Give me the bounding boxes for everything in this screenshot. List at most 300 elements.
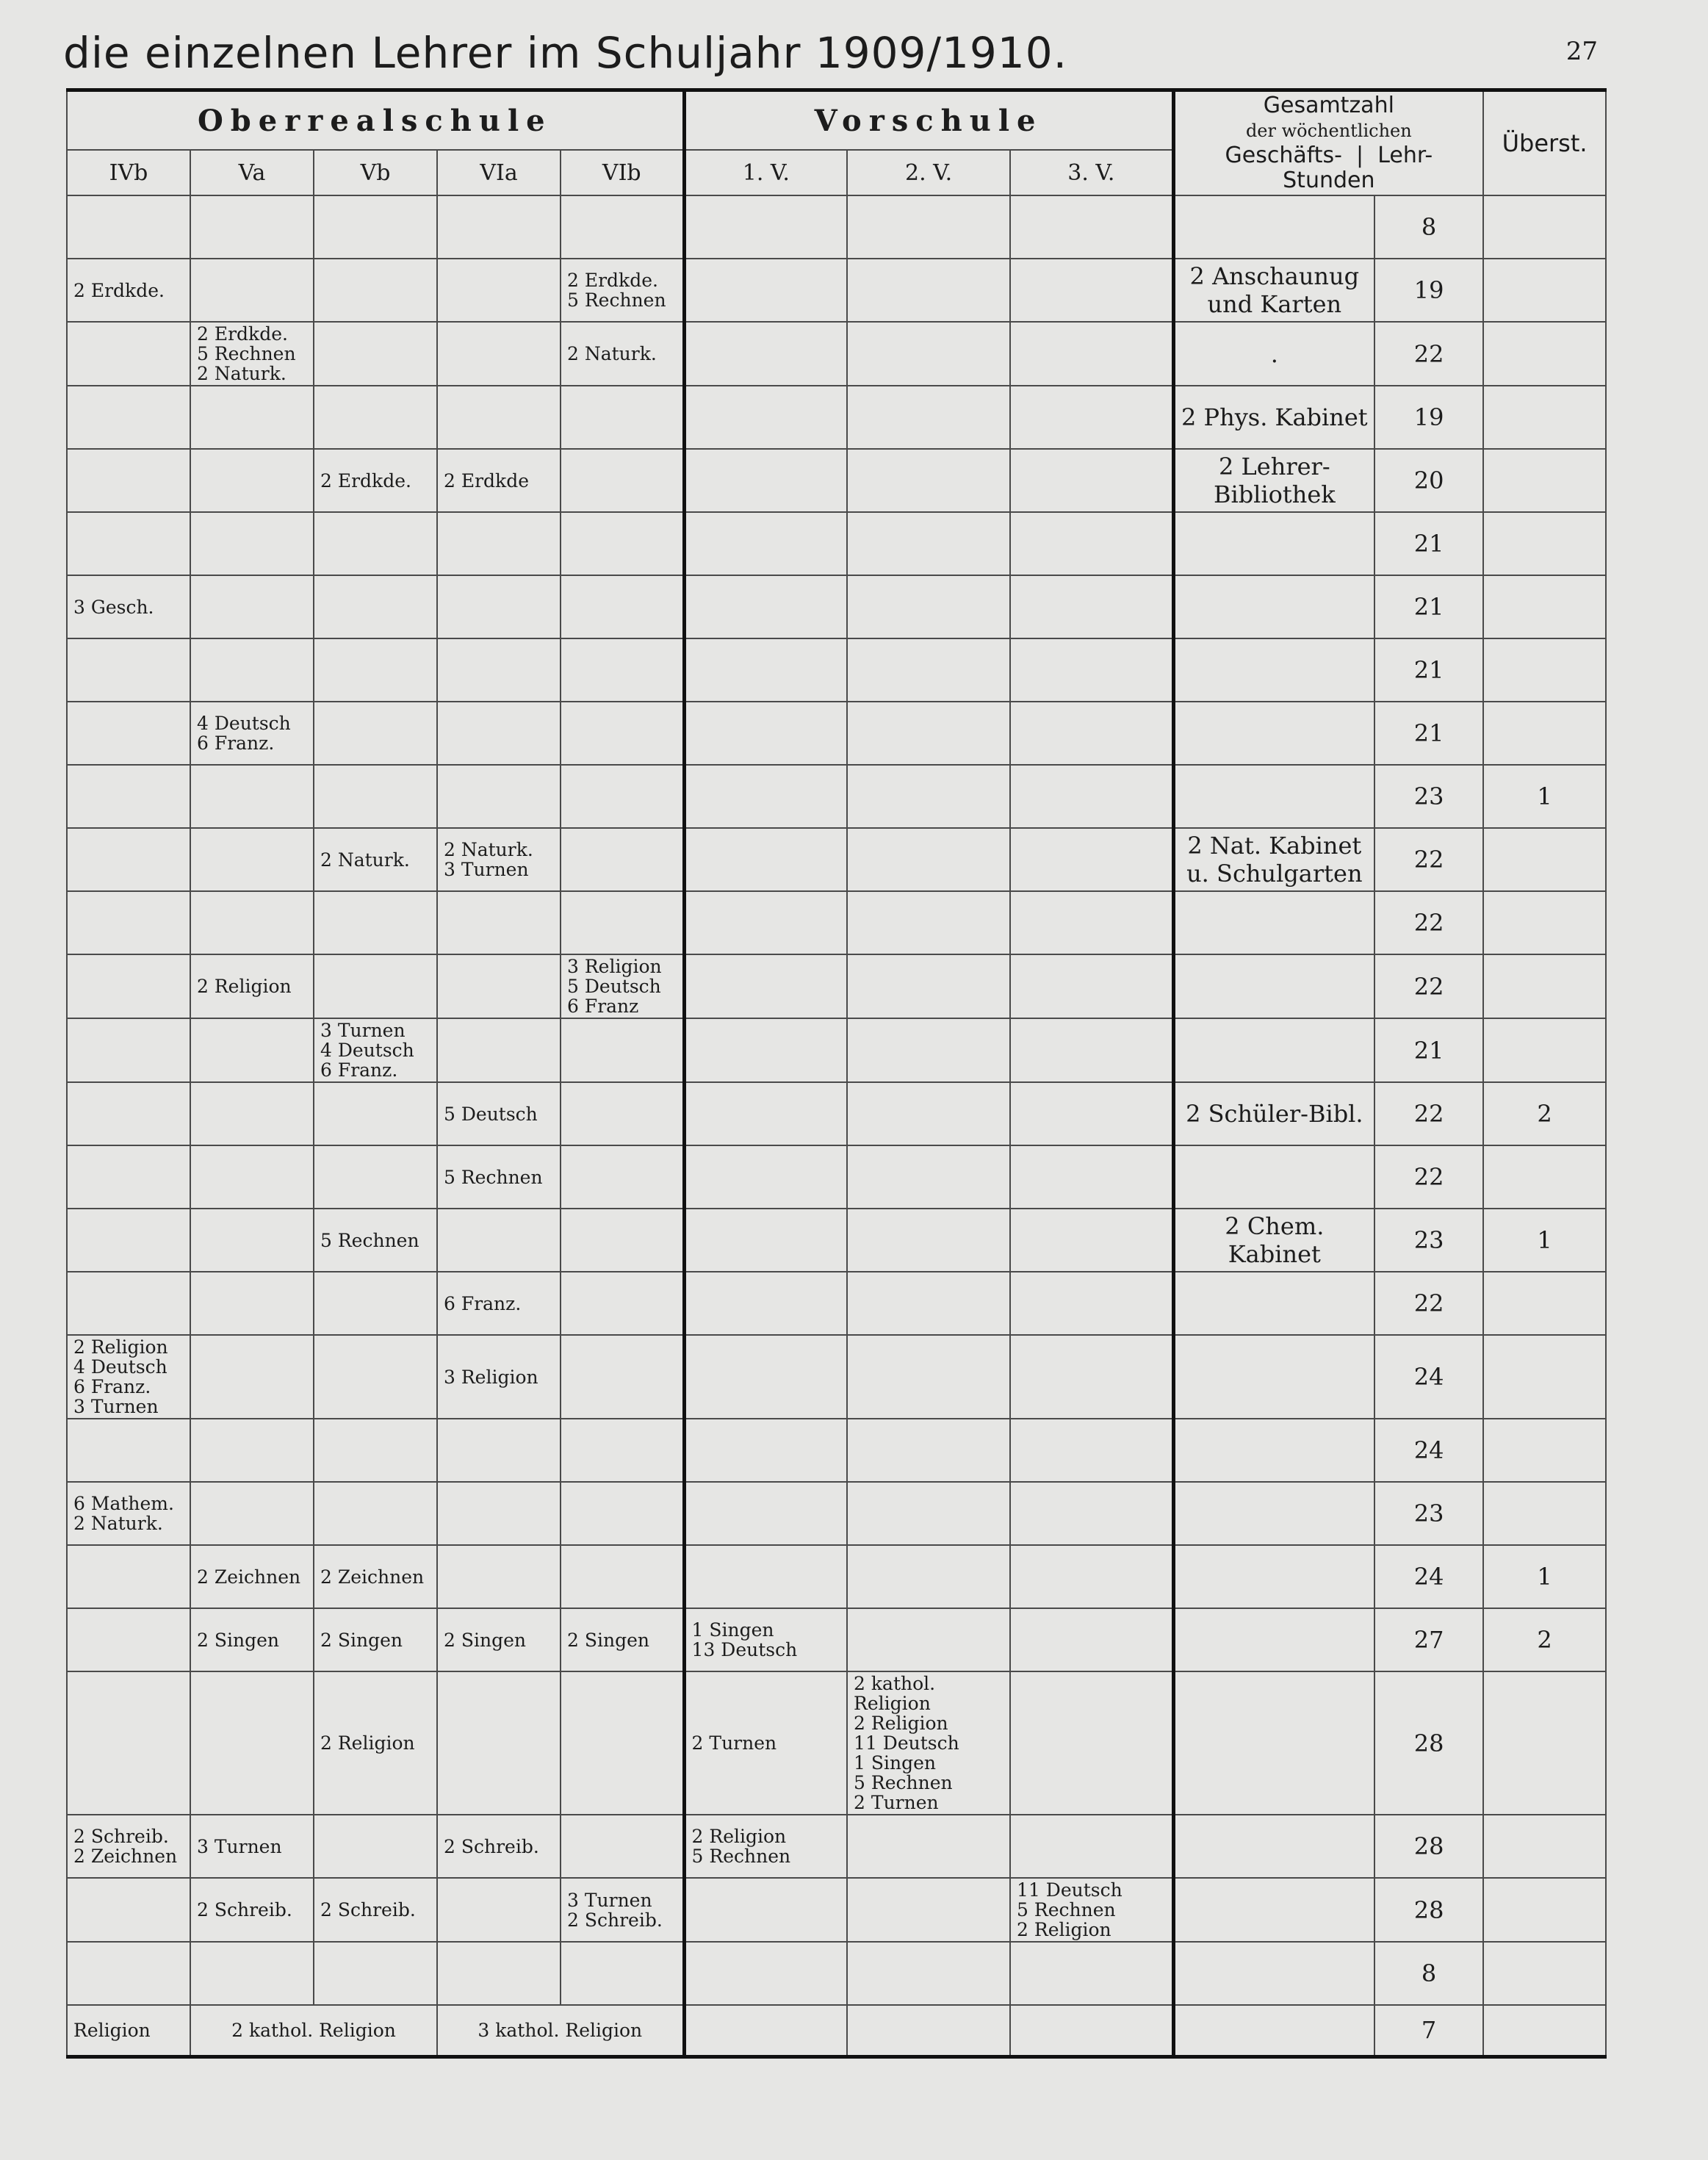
cell-via <box>437 1018 561 1082</box>
cell-geschaefts: 2 Lehrer- Bibliothek <box>1173 449 1374 512</box>
geschaefts-label: Geschäfts- <box>1225 143 1342 168</box>
footer-2v <box>847 2005 1010 2056</box>
cell-ivb <box>67 1671 190 1815</box>
cell-vib <box>561 1482 684 1545</box>
cell-vib <box>561 638 684 702</box>
table-row <box>67 702 1606 765</box>
cell-ueberst <box>1483 1878 1606 1942</box>
cell-3v <box>1010 1209 1173 1272</box>
cell-ivb: 6 Mathem. 2 Naturk. <box>67 1482 190 1545</box>
cell-vb <box>314 1419 437 1482</box>
cell-1v <box>684 322 847 386</box>
cell-geschaefts <box>1173 1942 1374 2005</box>
cell-lehr: 20 <box>1374 449 1483 512</box>
stunden-label: Stunden <box>1283 168 1375 193</box>
cell-va: 3 Turnen <box>190 1815 314 1878</box>
footer-ivb: Religion <box>67 2005 190 2056</box>
cell-vib <box>561 1082 684 1145</box>
footer-3v <box>1010 2005 1173 2056</box>
cell-ueberst <box>1483 954 1606 1018</box>
cell-vib <box>561 1335 684 1419</box>
cell-lehr: 8 <box>1374 1942 1483 2005</box>
cell-ueberst: 2 <box>1483 1082 1606 1145</box>
cell-geschaefts <box>1173 702 1374 765</box>
cell-va <box>190 1335 314 1419</box>
cell-1v <box>684 891 847 954</box>
cell-2v <box>847 765 1010 828</box>
cell-geschaefts <box>1173 1272 1374 1335</box>
cell-2v <box>847 638 1010 702</box>
cell-via <box>437 386 561 449</box>
cell-ueberst: 1 <box>1483 1209 1606 1272</box>
cell-ueberst <box>1483 638 1606 702</box>
cell-1v <box>684 828 847 891</box>
cell-geschaefts <box>1173 1608 1374 1671</box>
table-row <box>67 1815 1606 1878</box>
cell-ivb <box>67 1419 190 1482</box>
footer-geschaefts <box>1173 2005 1374 2056</box>
cell-via <box>437 1545 561 1608</box>
col-1v: 1. V. <box>684 150 847 195</box>
cell-via <box>437 765 561 828</box>
cell-lehr: 21 <box>1374 575 1483 638</box>
cell-3v <box>1010 702 1173 765</box>
cell-ueberst <box>1483 449 1606 512</box>
cell-va: 2 Schreib. <box>190 1878 314 1942</box>
cell-3v <box>1010 765 1173 828</box>
cell-2v <box>847 1082 1010 1145</box>
cell-lehr: 23 <box>1374 1209 1483 1272</box>
cell-via <box>437 702 561 765</box>
cell-vb: 2 Erdkde. <box>314 449 437 512</box>
cell-ivb: 3 Gesch. <box>67 575 190 638</box>
table-row <box>67 1335 1606 1419</box>
cell-2v <box>847 1209 1010 1272</box>
cell-va <box>190 575 314 638</box>
cell-3v <box>1010 575 1173 638</box>
cell-3v <box>1010 512 1173 575</box>
ueberst-header: Überst. <box>1483 90 1606 196</box>
table-row <box>67 259 1606 322</box>
cell-lehr: 28 <box>1374 1878 1483 1942</box>
cell-va: 2 Religion <box>190 954 314 1018</box>
cell-va <box>190 1145 314 1209</box>
cell-3v <box>1010 1018 1173 1082</box>
cell-via <box>437 1482 561 1545</box>
cell-lehr: 19 <box>1374 259 1483 322</box>
col-va: Va <box>190 150 314 195</box>
cell-geschaefts <box>1173 575 1374 638</box>
cell-geschaefts <box>1173 1018 1374 1082</box>
table-row <box>67 1209 1606 1272</box>
cell-vb: 2 Naturk. <box>314 828 437 891</box>
cell-lehr: 19 <box>1374 386 1483 449</box>
cell-vib: 2 Singen <box>561 1608 684 1671</box>
cell-lehr: 24 <box>1374 1335 1483 1419</box>
cell-3v <box>1010 638 1173 702</box>
cell-2v <box>847 828 1010 891</box>
cell-vb <box>314 1145 437 1209</box>
footer-1v <box>684 2005 847 2056</box>
cell-ueberst: 1 <box>1483 765 1606 828</box>
cell-lehr: 22 <box>1374 1272 1483 1335</box>
cell-ivb <box>67 1018 190 1082</box>
cell-vb: 2 Religion <box>314 1671 437 1815</box>
cell-vib <box>561 765 684 828</box>
cell-va <box>190 638 314 702</box>
cell-va <box>190 512 314 575</box>
cell-va <box>190 1419 314 1482</box>
cell-3v <box>1010 954 1173 1018</box>
cell-1v <box>684 638 847 702</box>
lehr-label: Lehr- <box>1377 143 1433 168</box>
cell-via <box>437 1209 561 1272</box>
cell-vb <box>314 1482 437 1545</box>
cell-geschaefts: 2 Nat. Kabinet u. Schulgarten <box>1173 828 1374 891</box>
cell-3v <box>1010 1545 1173 1608</box>
table-row <box>67 512 1606 575</box>
table-row <box>67 1082 1606 1145</box>
cell-geschaefts: 2 Phys. Kabinet <box>1173 386 1374 449</box>
cell-lehr: 28 <box>1374 1815 1483 1878</box>
cell-va <box>190 1018 314 1082</box>
cell-vb <box>314 322 437 386</box>
cell-ivb <box>67 954 190 1018</box>
cell-lehr: 22 <box>1374 891 1483 954</box>
cell-2v <box>847 702 1010 765</box>
cell-2v <box>847 1272 1010 1335</box>
table-row <box>67 1018 1606 1082</box>
cell-1v <box>684 954 847 1018</box>
cell-vb <box>314 1272 437 1335</box>
cell-va <box>190 1082 314 1145</box>
cell-lehr: 21 <box>1374 1018 1483 1082</box>
cell-1v <box>684 1545 847 1608</box>
cell-ueberst <box>1483 259 1606 322</box>
cell-ivb <box>67 1942 190 2005</box>
table-row <box>67 1608 1606 1671</box>
cell-geschaefts <box>1173 512 1374 575</box>
cell-vib <box>561 1545 684 1608</box>
cell-via: 3 Religion <box>437 1335 561 1419</box>
cell-lehr: 8 <box>1374 195 1483 259</box>
cell-geschaefts <box>1173 638 1374 702</box>
cell-ueberst <box>1483 1482 1606 1545</box>
cell-geschaefts: 2 Anschaunug und Karten <box>1173 259 1374 322</box>
cell-vib: 3 Turnen 2 Schreib. <box>561 1878 684 1942</box>
cell-lehr: 21 <box>1374 702 1483 765</box>
cell-va: 2 Zeichnen <box>190 1545 314 1608</box>
footer-via-vib: 3 kathol. Religion <box>437 2005 684 2056</box>
cell-lehr: 23 <box>1374 765 1483 828</box>
cell-2v <box>847 891 1010 954</box>
cell-lehr: 24 <box>1374 1419 1483 1482</box>
cell-ueberst <box>1483 575 1606 638</box>
cell-1v <box>684 1272 847 1335</box>
cell-geschaefts <box>1173 1671 1374 1815</box>
cell-va <box>190 1942 314 2005</box>
table-row <box>67 195 1606 259</box>
cell-via: 2 Naturk. 3 Turnen <box>437 828 561 891</box>
cell-geschaefts <box>1173 954 1374 1018</box>
cell-vib <box>561 386 684 449</box>
footer-ueberst <box>1483 2005 1606 2056</box>
col-2v: 2. V. <box>847 150 1010 195</box>
table-row <box>67 449 1606 512</box>
table-row <box>67 891 1606 954</box>
table-row <box>67 1272 1606 1335</box>
cell-lehr: 23 <box>1374 1482 1483 1545</box>
cell-va <box>190 449 314 512</box>
cell-2v <box>847 1878 1010 1942</box>
cell-ivb <box>67 702 190 765</box>
cell-1v <box>684 1419 847 1482</box>
cell-ivb <box>67 512 190 575</box>
cell-ivb <box>67 449 190 512</box>
cell-3v <box>1010 322 1173 386</box>
cell-vib <box>561 1419 684 1482</box>
table-row <box>67 386 1606 449</box>
cell-2v <box>847 1815 1010 1878</box>
cell-geschaefts <box>1173 891 1374 954</box>
cell-ivb <box>67 1608 190 1671</box>
cell-2v <box>847 195 1010 259</box>
cell-3v <box>1010 386 1173 449</box>
cell-ueberst <box>1483 1419 1606 1482</box>
cell-ueberst <box>1483 512 1606 575</box>
table-row <box>67 1419 1606 1482</box>
cell-vb <box>314 259 437 322</box>
cell-3v <box>1010 891 1173 954</box>
cell-via <box>437 259 561 322</box>
cell-1v <box>684 386 847 449</box>
cell-vb <box>314 1335 437 1419</box>
cell-3v <box>1010 1815 1173 1878</box>
cell-1v <box>684 1335 847 1419</box>
cell-ivb <box>67 1145 190 1209</box>
cell-1v <box>684 575 847 638</box>
cell-vb <box>314 1815 437 1878</box>
cell-geschaefts <box>1173 1482 1374 1545</box>
gesamtzahl-label: Gesamtzahl <box>1263 93 1394 118</box>
cell-3v: 11 Deutsch 5 Rechnen 2 Religion <box>1010 1878 1173 1942</box>
cell-ueberst <box>1483 1942 1606 2005</box>
group-vorschule: Vorschule <box>684 90 1173 151</box>
cell-ueberst <box>1483 195 1606 259</box>
schedule-table-wrap <box>66 88 1605 2059</box>
cell-vib: 2 Erdkde. 5 Rechnen <box>561 259 684 322</box>
cell-2v <box>847 449 1010 512</box>
cell-2v <box>847 1145 1010 1209</box>
group-oberrealschule: Oberrealschule <box>67 90 684 151</box>
cell-ivb <box>67 891 190 954</box>
cell-1v: 1 Singen 13 Deutsch <box>684 1608 847 1671</box>
cell-va: 2 Erdkde. 5 Rechnen 2 Naturk. <box>190 322 314 386</box>
cell-ivb <box>67 765 190 828</box>
table-row <box>67 765 1606 828</box>
cell-vib <box>561 512 684 575</box>
cell-3v <box>1010 1942 1173 2005</box>
cell-va <box>190 828 314 891</box>
col-vib: VIb <box>561 150 684 195</box>
cell-2v <box>847 1942 1010 2005</box>
cell-vb: 3 Turnen 4 Deutsch 6 Franz. <box>314 1018 437 1082</box>
cell-vib <box>561 1209 684 1272</box>
cell-1v <box>684 765 847 828</box>
cell-ueberst: 1 <box>1483 1545 1606 1608</box>
cell-vib: 3 Religion 5 Deutsch 6 Franz <box>561 954 684 1018</box>
cell-va <box>190 259 314 322</box>
cell-2v: 2 kathol. Religion 2 Religion 11 Deutsch 1 Singen 5 Rechnen 2 Turnen <box>847 1671 1010 1815</box>
footer-row <box>67 2005 1606 2056</box>
gesamtzahl-sub: der wöchentlichen <box>1245 120 1412 141</box>
cell-ueberst <box>1483 828 1606 891</box>
cell-1v <box>684 702 847 765</box>
cell-ueberst <box>1483 1671 1606 1815</box>
cell-ueberst <box>1483 1018 1606 1082</box>
cell-2v <box>847 386 1010 449</box>
cell-via <box>437 1419 561 1482</box>
cell-ueberst <box>1483 386 1606 449</box>
schedule-body <box>67 195 1606 2005</box>
cell-va <box>190 1671 314 1815</box>
cell-geschaefts <box>1173 1335 1374 1419</box>
cell-vb: 2 Singen <box>314 1608 437 1671</box>
table-row <box>67 638 1606 702</box>
cell-vb: 2 Schreib. <box>314 1878 437 1942</box>
col-ivb: IVb <box>67 150 190 195</box>
cell-1v <box>684 1942 847 2005</box>
cell-via <box>437 954 561 1018</box>
col-via: VIa <box>437 150 561 195</box>
cell-via: 5 Deutsch <box>437 1082 561 1145</box>
page-number: 27 <box>1565 37 1598 66</box>
cell-vib <box>561 702 684 765</box>
cell-vb <box>314 702 437 765</box>
cell-2v <box>847 954 1010 1018</box>
cell-via <box>437 322 561 386</box>
cell-lehr: 22 <box>1374 954 1483 1018</box>
cell-lehr: 22 <box>1374 1145 1483 1209</box>
cell-vib <box>561 449 684 512</box>
cell-via <box>437 195 561 259</box>
cell-vb <box>314 954 437 1018</box>
table-row <box>67 1942 1606 2005</box>
cell-vib <box>561 1145 684 1209</box>
cell-vb <box>314 765 437 828</box>
cell-3v <box>1010 1482 1173 1545</box>
cell-2v <box>847 1335 1010 1419</box>
cell-ivb <box>67 1082 190 1145</box>
cell-vb <box>314 891 437 954</box>
cell-2v <box>847 575 1010 638</box>
cell-vb <box>314 638 437 702</box>
cell-2v <box>847 1018 1010 1082</box>
cell-vb <box>314 1942 437 2005</box>
table-row <box>67 1145 1606 1209</box>
cell-vb <box>314 1082 437 1145</box>
cell-1v <box>684 512 847 575</box>
cell-lehr: 27 <box>1374 1608 1483 1671</box>
cell-vib <box>561 1272 684 1335</box>
cell-2v <box>847 1608 1010 1671</box>
table-row <box>67 322 1606 386</box>
gesamtzahl-header <box>1173 90 1483 196</box>
cell-geschaefts: 2 Schüler-Bibl. <box>1173 1082 1374 1145</box>
cell-vb <box>314 575 437 638</box>
cell-3v <box>1010 1671 1173 1815</box>
cell-via <box>437 1671 561 1815</box>
cell-ivb <box>67 1878 190 1942</box>
cell-lehr: 21 <box>1374 512 1483 575</box>
cell-ueberst <box>1483 1335 1606 1419</box>
cell-via <box>437 638 561 702</box>
cell-vib <box>561 891 684 954</box>
cell-va <box>190 765 314 828</box>
cell-ivb <box>67 322 190 386</box>
cell-vib <box>561 828 684 891</box>
table-row <box>67 1671 1606 1815</box>
cell-ueberst <box>1483 1272 1606 1335</box>
cell-geschaefts <box>1173 1419 1374 1482</box>
cell-2v <box>847 322 1010 386</box>
cell-geschaefts <box>1173 1145 1374 1209</box>
table-row <box>67 828 1606 891</box>
cell-via: 2 Erdkde <box>437 449 561 512</box>
table-row <box>67 575 1606 638</box>
cell-ivb <box>67 638 190 702</box>
cell-lehr: 28 <box>1374 1671 1483 1815</box>
cell-2v <box>847 259 1010 322</box>
cell-3v <box>1010 828 1173 891</box>
cell-1v <box>684 195 847 259</box>
cell-2v <box>847 1482 1010 1545</box>
cell-ivb <box>67 1209 190 1272</box>
cell-ivb: 2 Religion 4 Deutsch 6 Franz. 3 Turnen <box>67 1335 190 1419</box>
cell-1v <box>684 259 847 322</box>
schedule-table <box>66 88 1607 2059</box>
cell-va: 2 Singen <box>190 1608 314 1671</box>
cell-ivb <box>67 1272 190 1335</box>
cell-3v <box>1010 1082 1173 1145</box>
cell-va <box>190 195 314 259</box>
footer-va-vb: 2 kathol. Religion <box>190 2005 437 2056</box>
table-row <box>67 1482 1606 1545</box>
col-3v: 3. V. <box>1010 150 1173 195</box>
cell-vib <box>561 1671 684 1815</box>
cell-ueberst <box>1483 1815 1606 1878</box>
cell-ueberst <box>1483 322 1606 386</box>
cell-1v <box>684 1482 847 1545</box>
cell-vb <box>314 512 437 575</box>
gesamtzahl-split: Geschäfts- | Lehr- <box>1225 143 1433 168</box>
cell-lehr: 22 <box>1374 828 1483 891</box>
cell-1v: 2 Religion 5 Rechnen <box>684 1815 847 1878</box>
cell-geschaefts <box>1173 1878 1374 1942</box>
cell-va <box>190 1272 314 1335</box>
group-header-row <box>67 90 1606 151</box>
cell-ueberst <box>1483 702 1606 765</box>
cell-via <box>437 512 561 575</box>
cell-2v <box>847 1419 1010 1482</box>
cell-ivb <box>67 195 190 259</box>
cell-lehr: 21 <box>1374 638 1483 702</box>
cell-3v <box>1010 1145 1173 1209</box>
cell-ueberst: 2 <box>1483 1608 1606 1671</box>
cell-3v <box>1010 1608 1173 1671</box>
cell-va <box>190 386 314 449</box>
cell-3v <box>1010 1335 1173 1419</box>
